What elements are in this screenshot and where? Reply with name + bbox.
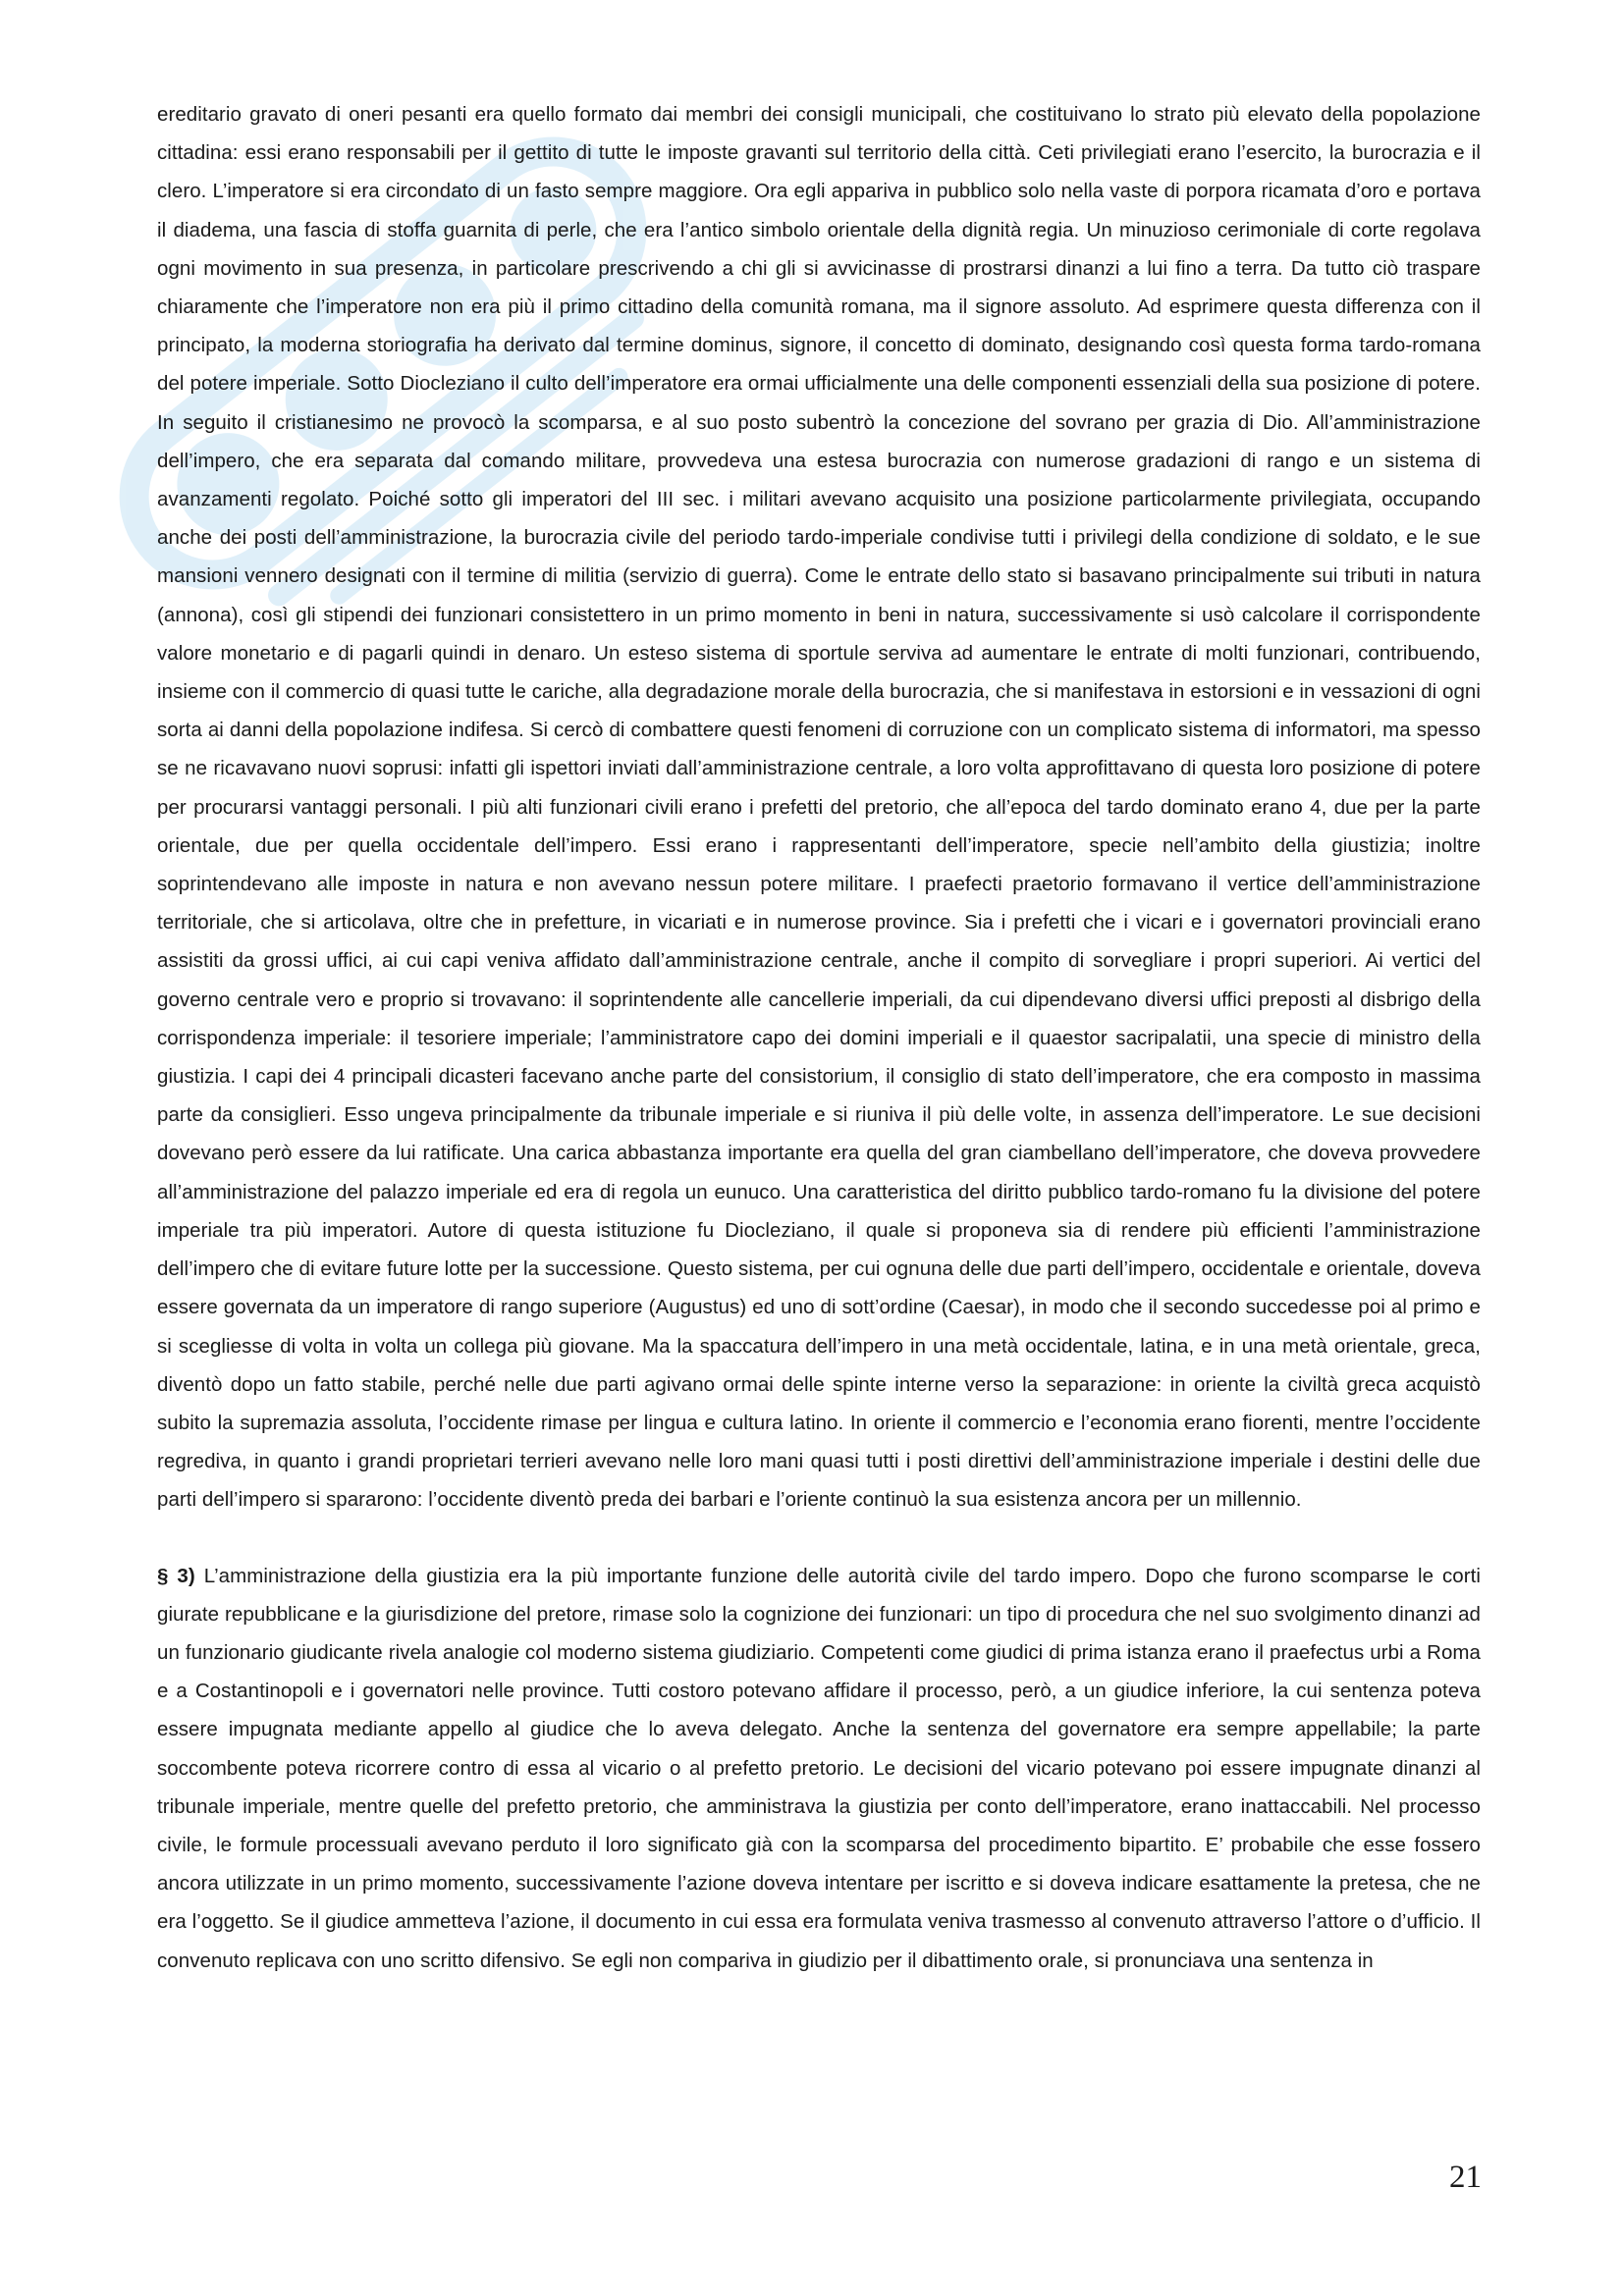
paragraph-1: ereditario gravato di oneri pesanti era quello formato dai membri dei consigli municipali, che costituivano lo strato più elevato della popolazione cittadina: essi erano responsabili per il gettito di tutte le imposte gravanti sul territorio della città. Ceti privilegiati erano l’esercito, la burocrazia e il clero. L’imperatore si era circondato di un fasto sempre maggiore. Ora egli appariva in pubblico solo nella vaste di porpora ricamata d’oro e portava il diadema, una fascia di stoffa guarnita di perle, che era l’antico simbolo orientale della dignità regia. Un minuzioso cerimoniale di corte regolava ogni movimento in sua presenza, in particolare prescrivendo a chi gli si avvicinasse di prostrarsi dinanzi a lui fino a terra. Da tutto ciò traspare chiaramente che l’imperatore non era più il primo cittadino della comunità romana, ma il signore assoluto. Ad esprimere questa differenza con il principato, la moderna storiografia ha derivato dal termine dominus, signore, il concetto di dominato, designando così questa forma tardo-romana del potere imperiale. Sotto Diocleziano il culto dell’imperatore era ormai ufficialmente una delle componenti essenziali della sua posizione di potere. In seguito il cristianesimo ne provocò la scomparsa, e al suo posto subentrò la concezione del sovrano per grazia di Dio. All’amministrazione dell’impero, che era separata dal comando militare, provvedeva una estesa burocrazia con numerose gradazioni di rango e un sistema di avanzamenti regolato. Poiché sotto gli imperatori del III sec. i militari avevano acquisito una posizione particolarmente privilegiata, occupando anche dei posti dell’amministrazione, la burocrazia civile del periodo tardo-imperiale condivise tutti i privilegi della condizione di soldato, e le sue mansioni vennero designati con il termine di militia (servizio di guerra). Come le entrate dello stato si basavano principalmente sui tributi in natura (annona), così gli stipendi dei funzionari consistettero in un primo momento in beni in natura, successivamente si usò calcolare il corrispondente valore monetario e di pagarli quindi in denaro. Un esteso sistema di sportule serviva ad aumentare le entrate di molti funzionari, contribuendo, insieme con il commercio di quasi tutte le cariche, alla degradazione morale della burocrazia, che si manifestava in estorsioni e in vessazioni di ogni sorta ai danni della popolazione indifesa. Si cercò di combattere questi fenomeni di corruzione con un complicato sistema di informatori, ma spesso se ne ricavavano nuovi soprusi: infatti gli ispettori inviati dall’amministrazione centrale, a loro volta approfittavano di questa loro posizione di potere per procurarsi vantaggi personali. I più alti funzionari civili erano i prefetti del pretorio, che all’epoca del tardo dominato erano 4, due per la parte orientale, due per quella occidentale dell’impero. Essi erano i rappresentanti dell’imperatore, specie nell’ambito della giustizia; inoltre soprintendevano alle imposte in natura e non avevano nessun potere militare. I praefecti praetorio formavano il vertice dell’amministrazione territoriale, che si articolava, oltre che in prefetture, in vicariati e in numerose province. Sia i prefetti che i vicari e i governatori provinciali erano assistiti da grossi uffici, ai cui capi veniva affidato dall’amministrazione centrale, anche il compito di sorvegliare i propri superiori. Ai vertici del governo centrale vero e proprio si trovavano: il soprintendente alle cancellerie imperiali, da cui dipendevano diversi uffici preposti al disbrigo della corrispondenza imperiale: il tesoriere imperiale; l’amministratore capo dei domini imperiali e il quaestor sacripalatii, una specie di ministro della giustizia. I capi dei 4 principali dicasteri facevano anche parte del consistorium, il consiglio di stato dell’imperatore, che era composto in massima parte da consiglieri. Esso ungeva principalmente da tribunale imperiale e si riuniva il più delle volte, in assenza dell’imperatore. Le sue decisioni dovevano però essere da lui ratificate. Una carica abbastanza importante era quella del gran ciambellano dell’imperatore, che doveva provvedere all’amministrazione del palazzo imperiale ed era di regola un eunuco. Una caratteristica del diritto pubblico tardo-romano fu la divisione del potere imperiale tra più imperatori. Autore di questa istituzione fu Diocleziano, il quale si proponeva sia di rendere più efficienti l’amministrazione dell’impero che di evitare future lotte per la successione. Questo sistema, per cui ognuna delle due parti dell’impero, occidentale e orientale, doveva essere governata da un imperatore di rango superiore (Augustus) ed uno di sott’ordine (Caesar), in modo che il secondo succedesse poi al primo e si scegliesse di volta in volta un collega più giovane. Ma la spaccatura dell’impero in una metà occidentale, latina, e in una metà orientale, greca, diventò dopo un fatto stabile, perché nelle due parti agivano ormai delle spinte interne verso la separazione: in oriente la civiltà greca acquistò subito la supremazia assoluta, l’occidente rimase per lingua e cultura latino. In oriente il commercio e l’economia erano fiorenti, mentre l’occidente regrediva, in quanto i grandi proprietari terrieri avevano nelle loro mani quasi tutti i posti direttivi dell’amministrazione imperiale i destini delle due parti dell’impero si spararono: l’occidente diventò preda dei barbari e l’oriente continuò la sua esistenza ancora per un millennio.: [157, 103, 1481, 1512]
section-label: § 3): [157, 1564, 195, 1587]
page-number: 21: [1449, 2160, 1482, 2195]
body-text: [157, 95, 1481, 1980]
paragraph-2: [157, 1557, 1481, 1980]
paragraph-2-text: L’amministrazione della giustizia era la più importante funzione delle autorità civile del tardo impero. Dopo che furono scomparse le corti giurate repubblicane e la giurisdizione del pretore, rimase solo la cognizione dei funzionari: un tipo di procedura che nel suo svolgimento dinanzi ad un funzionario giudicante rivela analogie col moderno sistema giudiziario. Competenti come giudici di prima istanza erano il praefectus urbi a Roma e a Costantinopoli e i governatori nelle province. Tutti costoro potevano affidare il processo, però, a un giudice inferiore, la cui sentenza poteva essere impugnata mediante appello al giudice che lo aveva delegato. Anche la sentenza del governatore era sempre appellabile; la parte soccombente poteva ricorrere contro di essa al vicario o al prefetto pretorio. Le decisioni del vicario potevano poi essere impugnate dinanzi al tribunale imperiale, mentre quelle del prefetto pretorio, che amministrava la giustizia per conto dell’imperatore, erano inattaccabili. Nel processo civile, le formule processuali avevano perduto il loro significato già con la scomparsa del procedimento bipartito. E’ probabile che esse fossero ancora utilizzate in un primo momento, successivamente l’azione doveva intentare per iscritto e si doveva indicare esattamente la pretesa, che ne era l’oggetto. Se il giudice ammetteva l’azione, il documento in cui essa era formulata veniva trasmesso al convenuto attraverso l’attore o d’ufficio. Il convenuto replicava con uno scritto difensivo. Se egli non compariva in giudizio per il dibattimento orale, si pronunciava una sentenza in: [157, 1564, 1481, 1972]
